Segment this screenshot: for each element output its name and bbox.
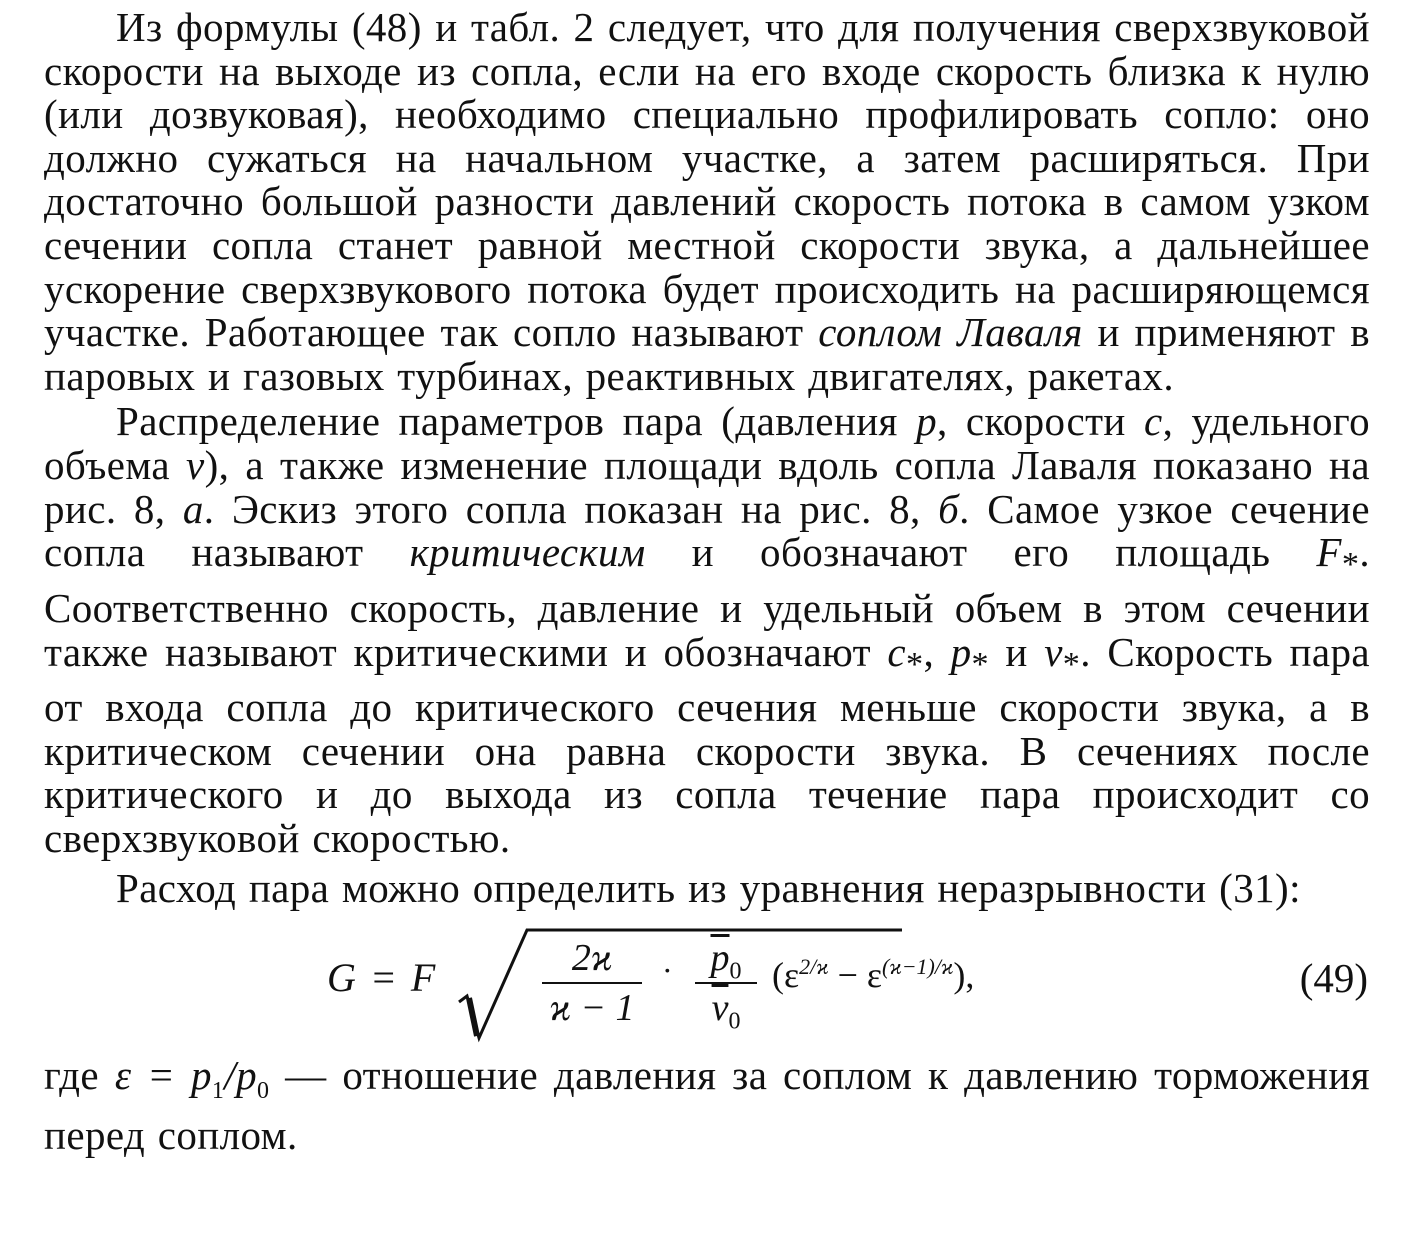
subscript-star: * [1062, 645, 1081, 683]
exponent-1: 2/ϰ [799, 954, 829, 980]
exponent-2: (ϰ−1)/ϰ [882, 954, 954, 980]
figure-ref-a: а [182, 485, 204, 532]
fraction-denominator [695, 986, 757, 1035]
text-run: . Эскиз этого сопла показан на рис. 8, [203, 485, 939, 532]
text-run: Распределение параметров пара (давления [116, 398, 917, 445]
text-run: Из формулы (48) и табл. 2 следует, что для получения сверхзвуковой скорости на выходе из сопла, если на его входе скорость близка к нулю (или дозвуковая), необходимо специально профилировать сопло: оно должно сужаться на начальном участке, а затем расширяться. При достаточно большой разности давлений скорость потока в самом узком сечении сопла станет равной местной скорости звука, а дальнейшее ускорение сверхзвукового потока будет происходить на расширяющемся участке. Работающее так сопло называют [44, 4, 1370, 356]
tail-open: (ε [772, 955, 800, 996]
symbol-v-critical: v [1044, 628, 1063, 675]
fraction-kappa [542, 936, 642, 1030]
subscript-star: * [905, 645, 924, 683]
symbol-v-bar: $\overline{v}$ [711, 987, 729, 1030]
symbol-p-bar: $\overline{p}$ [710, 937, 730, 980]
paragraph-parameter-distribution [44, 400, 1370, 860]
subscript-star: * [971, 645, 989, 683]
equation-number: (49) [1299, 955, 1368, 1002]
subscript-zero: 0 [729, 958, 742, 985]
multiply-dot: · [662, 952, 673, 989]
paragraph-mass-flow [44, 864, 1370, 911]
text-run: ), а также изменение площади вдоль сопла Лаваля показано на рис. 8, [44, 441, 1370, 532]
separator: и [988, 628, 1045, 675]
document-page [44, 6, 1370, 1158]
symbol-p: p [916, 398, 937, 445]
fraction-numerator [695, 936, 757, 985]
equation-49 [44, 914, 1370, 1054]
figure-ref-b: б [938, 485, 960, 532]
subscript-zero: 0 [728, 1008, 741, 1035]
text-run: и применяют в паровых и газовых турбинах, реактивных двигателях, ракетах. [44, 309, 1370, 399]
symbol-v: v [186, 441, 205, 488]
text-run: и обозначают его площадь [645, 529, 1317, 576]
text-run: . Скорость пара от входа сопла до критического сечения меньше скорости звука, а в критическом сечении она равна скорости звука. В сечениях после критического и до выхода из сопла течение пара происходит со сверхзвуковой скоростью. [44, 628, 1370, 862]
text-run: , скорости [937, 398, 1144, 445]
fraction-numerator: 2ϰ [571, 937, 613, 980]
tail-close: ), [953, 955, 975, 996]
text-run: . Самое узкое сечение сопла называют [44, 485, 1371, 576]
paragraph-laval-nozzle [44, 6, 1370, 398]
text-run: Расход пара можно определить из уравнения неразрывности (31): [116, 864, 1301, 911]
symbol-epsilon: ε = p [114, 1052, 212, 1099]
paragraph-epsilon-definition [44, 1054, 1370, 1157]
text-run: — отношение давления за соплом к давлению торможения перед соплом. [44, 1052, 1370, 1159]
symbol-F: F [1316, 529, 1342, 576]
symbol-p0: /p [224, 1052, 257, 1099]
fraction-bar [542, 982, 642, 984]
separator: , [923, 628, 951, 675]
symbol-p-critical: p [950, 628, 972, 675]
text-run: , удельного объема [44, 398, 1370, 488]
formula-lhs: G = F [327, 955, 438, 1001]
text-run: где [44, 1052, 115, 1099]
fraction-denominator: ϰ − 1 [549, 987, 635, 1030]
term-critical: критическим [409, 529, 646, 576]
subscript-star: * [1341, 546, 1360, 584]
text-run: . Соответственно скорость, давление и удельный объем в этом сечении также называют критическими и обозначают [44, 529, 1370, 675]
symbol-c-critical: c [887, 628, 906, 675]
fraction-bar [695, 982, 757, 984]
formula-tail [772, 954, 974, 996]
fraction-p0-v0 [695, 936, 757, 1035]
symbol-c: c [1144, 398, 1163, 445]
tail-minus: − ε [828, 955, 883, 996]
subscript-one: 1 [211, 1078, 225, 1105]
subscript-zero: 0 [256, 1078, 270, 1105]
term-laval-nozzle: соплом Лаваля [818, 309, 1083, 356]
